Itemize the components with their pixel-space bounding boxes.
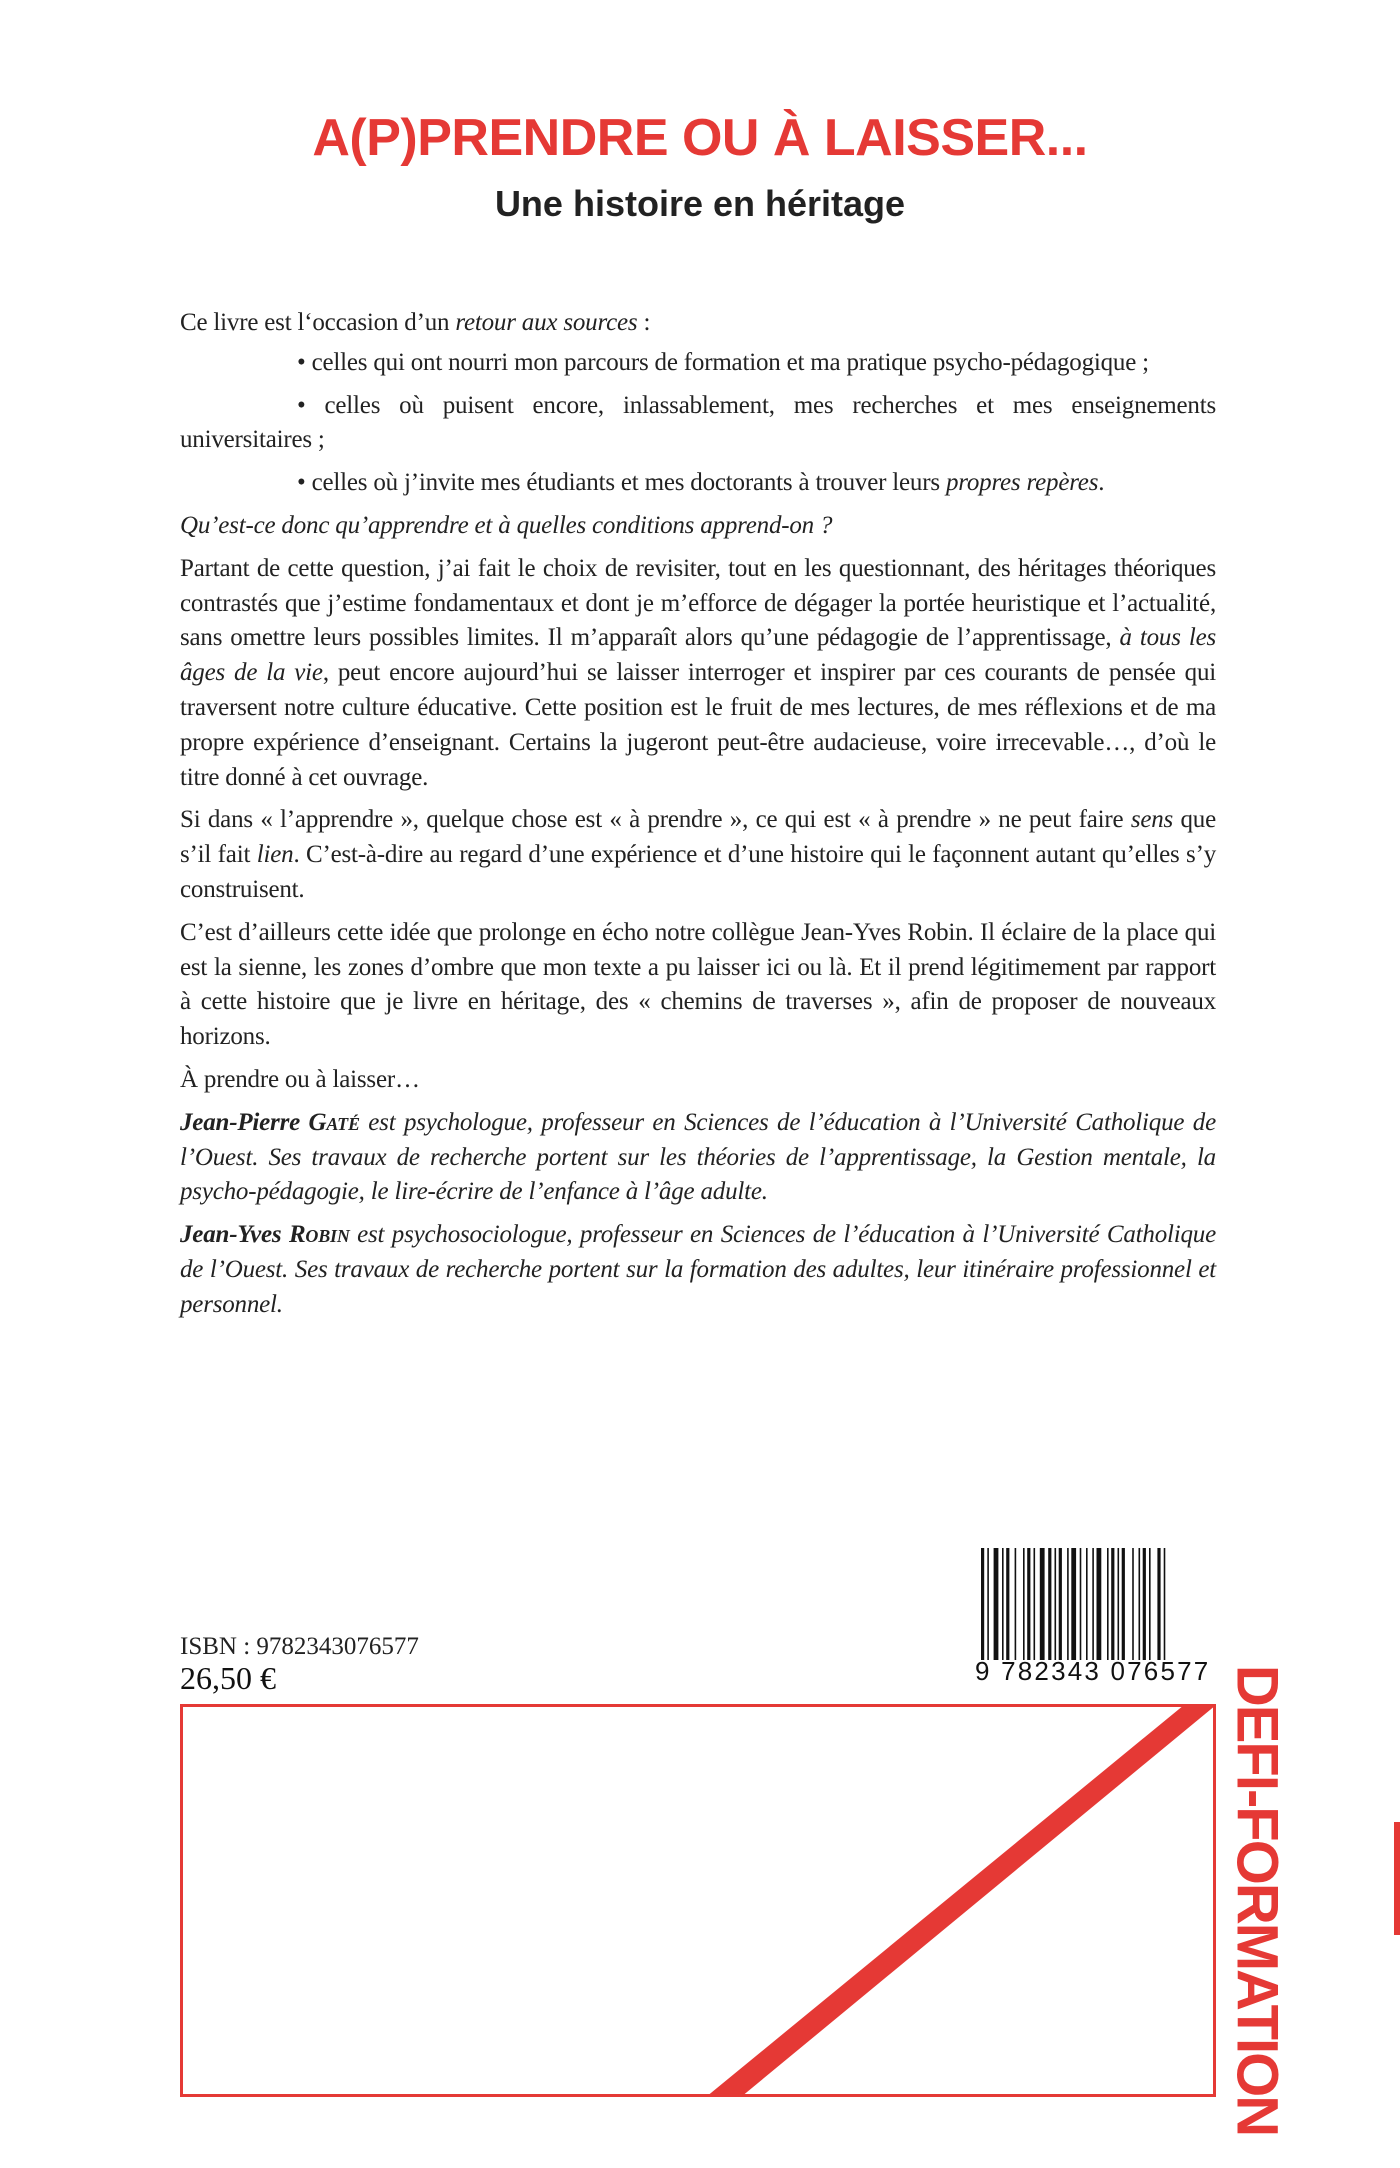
barcode-bar — [1023, 1548, 1025, 1660]
book-title: A(P)PRENDRE OU À LAISSER... — [312, 109, 1088, 167]
barcode-bar — [1034, 1548, 1036, 1660]
barcode-bar — [1118, 1548, 1120, 1660]
barcode-bar — [1040, 1548, 1045, 1660]
paragraph-3: C’est d’ailleurs cette idée que prolonge en écho notre collègue Jean-Yves Robin. Il éclaire de la place qui est la sienne, les zones d’ombre que mon texte a pu laisser ici ou là. Et il prend légitimement par rapport à cette histoire que je livre en héritage, des « chemins de traverses », afin de proposer de nouveaux horizons. — [180, 918, 1216, 1051]
bullet-3-emphasis: propres repères — [945, 469, 1099, 497]
barcode-bar — [1143, 1548, 1146, 1660]
paragraph-2 — [180, 803, 1216, 907]
author-1-bio-text: est psychologue, professeur en Sciences de l’éducation à l’Université Catholique de l’Ouest. Ses travaux de recherche portent sur les théories de l’apprentissage, la Gestion mentale, la psycho-pédagogie, le lire-écrire de l’enfance à l’âge adulte. — [180, 1108, 1216, 1206]
barcode-bar — [1067, 1548, 1069, 1660]
barcode-bar — [1006, 1548, 1009, 1660]
paragraph-1 — [180, 552, 1216, 796]
barcode-bar — [1164, 1548, 1166, 1660]
bullet-item-2: • celles où puisent encore, inlassablement, mes recherches et mes enseignements universitaires ; — [180, 391, 1216, 454]
barcode-bar — [1122, 1548, 1125, 1660]
closing-line: À prendre ou à laisser… — [180, 1065, 420, 1093]
price: 26,50 € — [180, 1660, 276, 1696]
intro-text-end: : — [637, 309, 651, 336]
bullet-item-3 — [180, 466, 1216, 501]
para-2-emphasis-sens: sens — [1130, 806, 1174, 834]
barcode-bar — [987, 1548, 989, 1660]
para-2-text: Si dans « l’apprendre », quelque chose est « à prendre », ce qui est « à prendre » ne peut faire — [180, 806, 1131, 834]
barcode-digits: 9 782343 076577 — [975, 1656, 1211, 1686]
barcode-bar — [1059, 1548, 1062, 1660]
bullet-3-end: . — [1098, 469, 1105, 497]
para-1-emphasis: à tous les âges de la vie — [180, 624, 1216, 687]
para-2-text-mid: que s’il fait — [180, 806, 1217, 869]
barcode-bar — [1111, 1548, 1114, 1660]
question — [180, 509, 1216, 544]
barcode-bar — [1080, 1548, 1082, 1660]
series-name: DEFI-FORMATION — [1224, 1664, 1290, 2136]
barcode-bar — [1071, 1548, 1076, 1660]
barcode-bar — [1048, 1548, 1051, 1660]
para-1-text: Partant de cette question, j’ai fait le choix de revisiter, tout en les questionnant, des héritages théoriques contrastés que j’estime fondamentaux et dont je m’efforce de dégager la portée heuristique et l’actualité, sans omettre leurs possibles limites. Il m’apparaît alors qu’une pédagogie de l’apprentissage, — [180, 554, 1216, 652]
book-subtitle: Une histoire en héritage — [494, 183, 906, 224]
intro-text: Ce livre est l‘occasion d’un — [180, 309, 456, 336]
para-2-text-end: . C’est-à-dire au regard d’une expérience et d’une histoire qui le façonnent autant qu’elles s’y construisent. — [180, 841, 1216, 903]
question-text: Qu’est-ce donc qu’apprendre et à quelles conditions apprend-on ? — [180, 511, 833, 539]
barcode-bar — [1132, 1548, 1134, 1660]
intro-paragraph — [180, 306, 1216, 341]
bullet-3-text: • celles où j’invite mes étudiants et mes doctorants à trouver leurs — [297, 469, 946, 497]
author-1-last-name: Gaté — [308, 1108, 360, 1136]
barcode-bar — [981, 1548, 984, 1660]
para-2-emphasis-lien: lien — [256, 841, 294, 869]
barcode-bar — [1097, 1548, 1102, 1660]
edge-mark — [1394, 1822, 1400, 1935]
barcode-bar — [1027, 1548, 1030, 1660]
para-1-text-end: , peut encore aujourd’hui se laisser interroger et inspirer par ces courants de pensée qui traversent notre culture éducative. Cette position est le fruit de mes lectures, de mes réflexions et de ma propre expérience d’enseignant. Certains la jugeront peut-être audacieuse, voire irrecevable…, d’où le titre donné à cet ouvrage. — [180, 659, 1216, 791]
barcode-bar — [1055, 1548, 1057, 1660]
author-bio-1 — [180, 1106, 1216, 1210]
barcode-bar — [1139, 1548, 1141, 1660]
barcode-bar — [1092, 1548, 1094, 1660]
red-frame-decoration — [180, 1704, 1216, 2097]
barcode-bar — [1015, 1548, 1017, 1660]
isbn: ISBN : 9782343076577 — [180, 1633, 419, 1660]
barcode-bar — [1107, 1548, 1109, 1660]
author-2-first-name: Jean-Yves — [180, 1221, 289, 1249]
bullet-item-1: • celles qui ont nourri mon parcours de formation et ma pratique psycho-pédagogique ; — [297, 348, 1149, 376]
back-cover-text — [180, 306, 1216, 1331]
author-bio-2 — [180, 1218, 1216, 1322]
frame-border — [182, 1706, 1215, 2096]
diagonal-stripe — [706, 1705, 1216, 2097]
intro-emphasis: retour aux sources — [455, 309, 638, 336]
barcode-bar — [994, 1548, 999, 1660]
author-2-last-name: Robin — [288, 1221, 350, 1249]
barcode-bar — [1149, 1548, 1151, 1660]
author-1-first-name: Jean-Pierre — [180, 1108, 309, 1136]
barcode-icon — [981, 1548, 1216, 1660]
barcode-bar — [1086, 1548, 1088, 1660]
author-2-bio-text: est psychosociologue, professeur en Sciences de l’éducation à l’Université Catholique de l’Ouest. Ses travaux de recherche portent sur la formation des adultes, leur itinéraire professionnel et personnel. — [180, 1221, 1216, 1318]
barcode-bar — [1002, 1548, 1004, 1660]
barcode-bar — [1157, 1548, 1160, 1660]
